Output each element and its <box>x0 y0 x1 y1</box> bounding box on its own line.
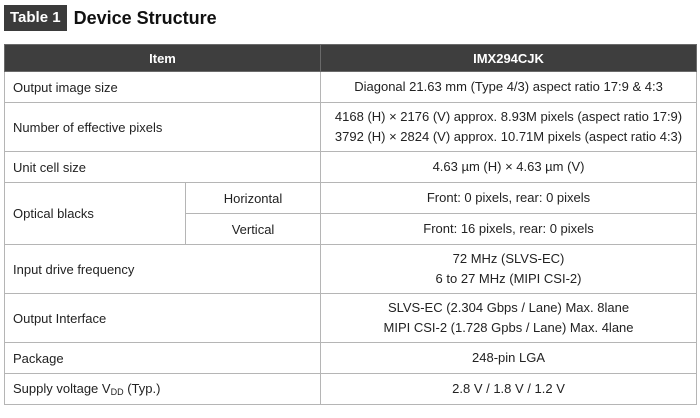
table-row <box>5 374 697 405</box>
row-value-package: 248-pin LGA <box>321 343 697 374</box>
row-label-package: Package <box>5 343 321 374</box>
table-row <box>5 343 697 374</box>
table-header-row <box>5 45 697 72</box>
effective-pixels-line-1: 4168 (H) × 2176 (V) approx. 8.93M pixels (aspect ratio 17:9) <box>334 109 683 124</box>
output-interface-line-1: SLVS-EC (2.304 Gbps / Lane) Max. 8lane <box>387 300 630 315</box>
row-value-supply-voltage: 2.8 V / 1.8 V / 1.2 V <box>321 374 697 405</box>
row-label-output-interface: Output Interface <box>5 294 321 343</box>
row-value-input-drive-frequency <box>321 245 697 294</box>
table-row <box>5 245 697 294</box>
row-label-optical-blacks: Optical blacks <box>5 183 186 245</box>
row-label-output-image-size: Output image size <box>5 72 321 103</box>
table-row <box>5 183 697 214</box>
row-label-unit-cell-size: Unit cell size <box>5 152 321 183</box>
table-number-badge: Table 1 <box>4 5 67 31</box>
row-label-input-drive-frequency: Input drive frequency <box>5 245 321 294</box>
effective-pixels-line-2: 3792 (H) × 2824 (V) approx. 10.71M pixels (aspect ratio 4:3) <box>334 129 683 144</box>
output-interface-line-2: MIPI CSI-2 (1.728 Gpbs / Lane) Max. 4lane <box>383 320 634 335</box>
row-value-effective-pixels <box>321 103 697 152</box>
row-label-supply-voltage <box>5 374 321 405</box>
table-row <box>5 72 697 103</box>
device-structure-table <box>4 44 697 405</box>
table-row <box>5 103 697 152</box>
row-label-effective-pixels: Number of effective pixels <box>5 103 321 152</box>
supply-voltage-label-subscript: DD <box>110 387 124 397</box>
input-drive-frequency-line-2: 6 to 27 MHz (MIPI CSI-2) <box>435 271 582 286</box>
supply-voltage-label-suffix: (Typ.) <box>123 381 161 396</box>
header-item: Item <box>5 45 321 72</box>
input-drive-frequency-line-1: 72 MHz (SLVS-EC) <box>452 251 565 266</box>
row-value-unit-cell-size: 4.63 µm (H) × 4.63 µm (V) <box>321 152 697 183</box>
sub-label-horizontal: Horizontal <box>186 183 321 214</box>
row-value-optical-blacks-vertical: Front: 16 pixels, rear: 0 pixels <box>321 214 697 245</box>
table-row <box>5 152 697 183</box>
supply-voltage-label-main: Supply voltage V <box>13 381 111 396</box>
row-value-output-image-size: Diagonal 21.63 mm (Type 4/3) aspect ratio 17:9 & 4:3 <box>321 72 697 103</box>
header-model: IMX294CJK <box>321 45 697 72</box>
sub-label-vertical: Vertical <box>186 214 321 245</box>
row-value-output-interface <box>321 294 697 343</box>
table-row <box>5 294 697 343</box>
table-caption <box>4 5 217 31</box>
table-title: Device Structure <box>73 8 217 28</box>
row-value-optical-blacks-horizontal: Front: 0 pixels, rear: 0 pixels <box>321 183 697 214</box>
